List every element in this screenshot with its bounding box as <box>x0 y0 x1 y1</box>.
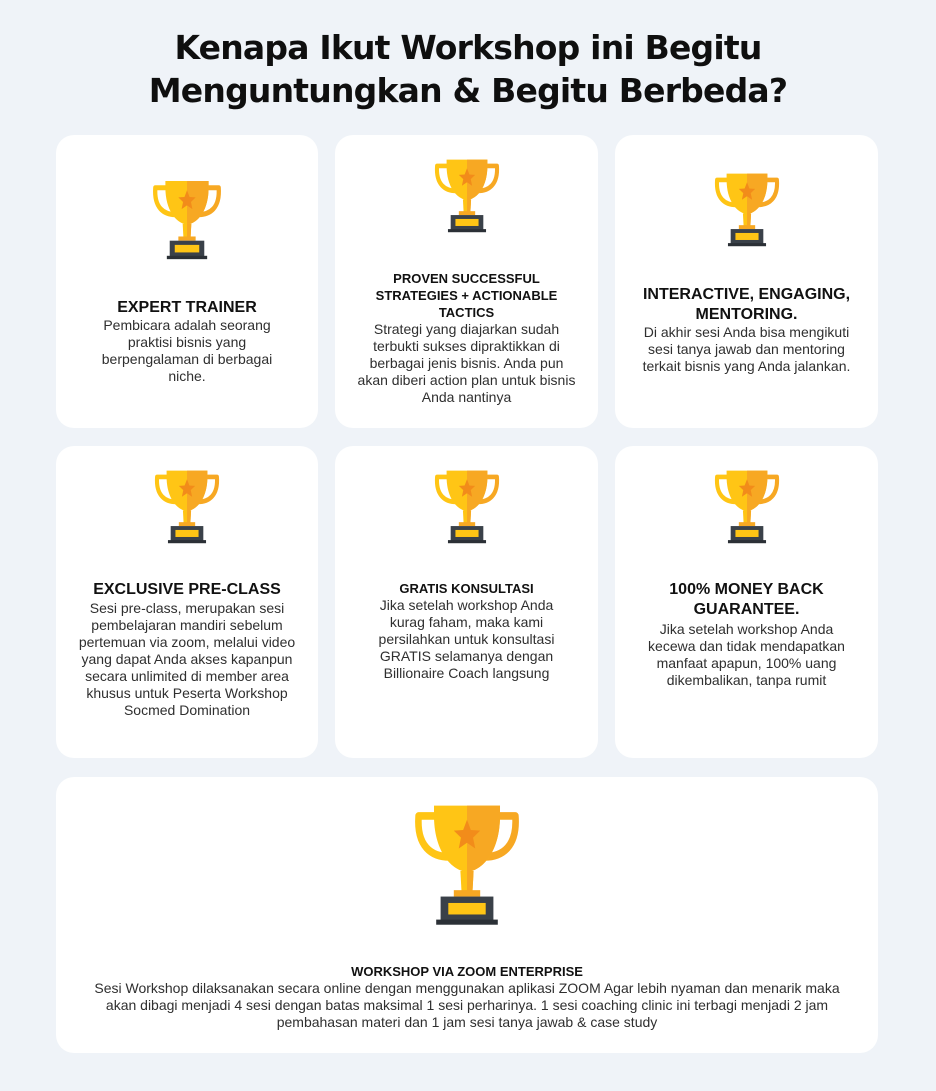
page-title-line-1: Kenapa Ikut Workshop ini Begitu <box>174 28 762 67</box>
card-title: WORKSHOP VIA ZOOM ENTERPRISE <box>351 964 583 979</box>
feature-card-exclusive-pre-class <box>56 446 318 758</box>
card-title: PROVEN SUCCESSFUL STRATEGIES + ACTIONABLE TACTICS <box>375 271 558 320</box>
trophy-icon <box>713 466 781 544</box>
feature-card-money-back-guarantee <box>615 446 878 758</box>
card-description: Sesi pre-class, merupakan sesi pembelajaran mandiri sebelum pertemuan via zoom, melalui video yang dapat Anda akses kapanpun secara unlimited di member area khusus untuk Peserta Workshop Socmed Domination <box>78 600 296 718</box>
trophy-icon <box>433 466 501 544</box>
feature-card-interactive-mentoring <box>615 135 878 428</box>
trophy-icon <box>151 176 223 260</box>
trophy-icon <box>433 155 501 233</box>
card-description: Jika setelah workshop Anda kurag faham, maka kami persilahkan untuk konsultasi GRATIS selamanya dengan Billionaire Coach langsung <box>378 597 555 681</box>
card-title: GRATIS KONSULTASI <box>399 581 534 596</box>
page-title-line-2: Menguntungkan & Begitu Berbeda? <box>148 71 788 110</box>
card-description: Pembicara adalah seorang praktisi bisnis yang berpengalaman di berbagai niche. <box>101 317 273 384</box>
card-description: Jika setelah workshop Anda kecewa dan tidak mendapatkan manfaat apapun, 100% uang dikembalikan, tanpa rumit <box>648 621 845 688</box>
trophy-icon <box>713 169 781 247</box>
page-title <box>0 26 936 112</box>
card-title: 100% MONEY BACK GUARANTEE. <box>669 581 824 618</box>
card-description: Di akhir sesi Anda bisa mengikuti sesi tanya jawab dan mentoring terkait bisnis yang Anda jalankan. <box>642 324 851 374</box>
feature-card-zoom-enterprise <box>56 777 878 1053</box>
card-description: Strategi yang diajarkan sudah terbukti sukses dipraktikkan di berbagai jenis bisnis. Anda pun akan diberi action plan untuk bisnis Anda nantinya <box>357 321 576 405</box>
card-title: EXCLUSIVE PRE-CLASS <box>93 581 281 598</box>
feature-card-expert-trainer <box>56 135 318 428</box>
feature-card-gratis-konsultasi <box>335 446 598 758</box>
feature-card-proven-strategies <box>335 135 598 428</box>
card-title: INTERACTIVE, ENGAGING, MENTORING. <box>642 286 851 323</box>
card-title: EXPERT TRAINER <box>117 299 257 316</box>
card-description: Sesi Workshop dilaksanakan secara online dengan menggunakan aplikasi ZOOM Agar lebih nyaman dan menarik maka akan dibagi menjadi 4 sesi dengan batas maksimal 1 sesi perharinya. 1 sesi coaching clinic ini terbagi menjadi 2 jam pembahasan materi dan 1 jam sesi tanya jawab & case study <box>94 980 840 1030</box>
trophy-icon <box>153 466 221 544</box>
trophy-icon <box>412 798 522 926</box>
